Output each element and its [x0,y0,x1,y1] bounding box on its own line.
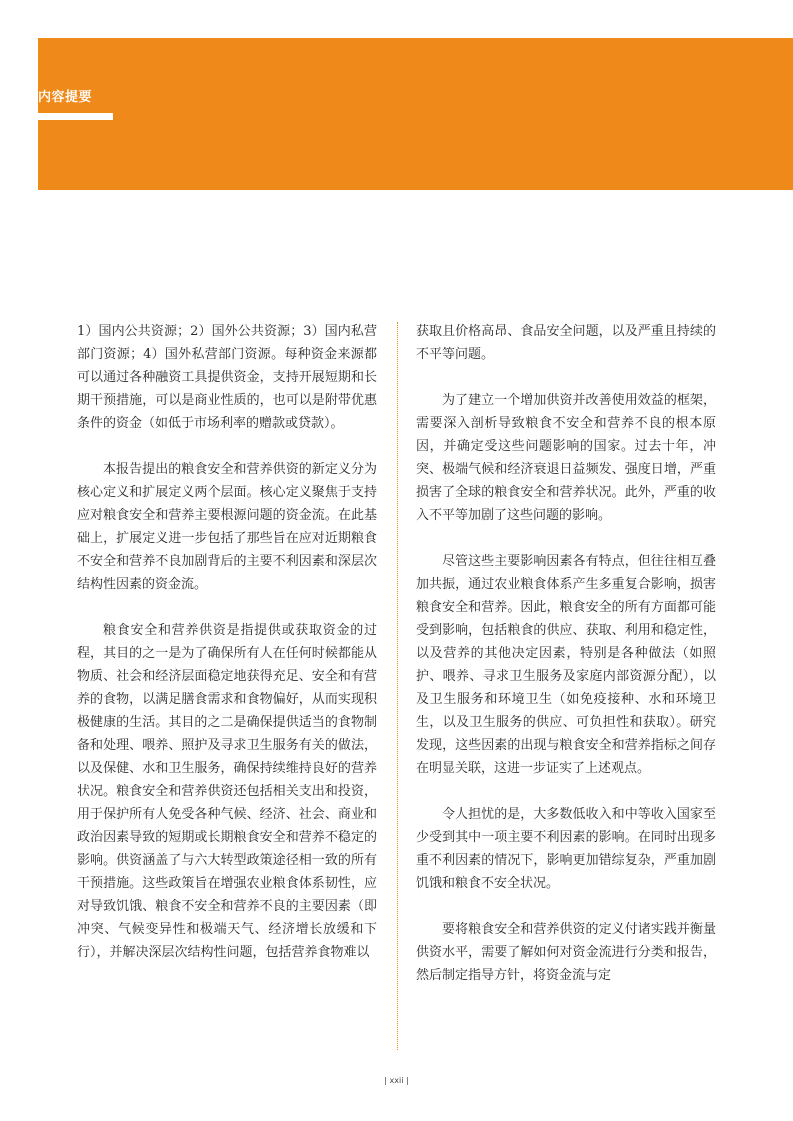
title-underline [38,113,113,120]
header-banner [38,38,793,190]
paragraph: 尽管这些主要影响因素各有特点，但往往相互叠加共振，通过农业粮食体系产生多重复合影响，损害粮食安全和营养。因此，粮食安全的所有方面都可能受到影响，包括粮食的供应、获取、利用和稳定性，以及营养的其他决定因素，特别是各种做法（如照护、喂养、寻求卫生服务及家庭内部资源分配），以及卫生服务和环境卫生（如免疫接种、水和环境卫生，以及卫生服务的供应、可负担性和获取）。研究发现，这些因素的出现与粮食安全和营养指标之间存在明显关联，这进一步证实了上述观点。 [416,554,716,776]
paragraph: 1）国内公共资源；2）国外公共资源；3）国内私营部门资源；4）国外私营部门资源。每种资金来源都可以通过各种融资工具提供资金，支持开展短期和长期干预措施，可以是商业性质的，也可以是附带优惠条件的资金（如低于市场利率的赠款或贷款）。 [77,324,377,431]
paragraph: 要将粮食安全和营养供资的定义付诸实践并衡量供资水平，需要了解如何对资金流进行分类和报告，然后制定指导方针，将资金流与定 [416,922,716,983]
section-title: 内容提要 [38,90,93,105]
right-column [416,320,716,1010]
column-divider [397,322,398,1050]
left-column [77,320,377,987]
paragraph: 本报告提出的粮食安全和营养供资的新定义分为核心定义和扩展定义两个层面。核心定义聚焦于支持应对粮食安全和营养主要根源问题的资金流。在此基础上，扩展定义进一步包括了那些旨在应对近期粮食不安全和营养不良加剧背后的主要不利因素和深层次结构性因素的资金流。 [77,462,377,592]
paragraph: 获取且价格高昂、食品安全问题，以及严重且持续的不平等问题。 [416,324,716,362]
paragraph: 粮食安全和营养供资是指提供或获取资金的过程，其目的之一是为了确保所有人在任何时候都能从物质、社会和经济层面稳定地获得充足、安全和有营养的食物，以满足膳食需求和食物偏好，从而实现积极健康的生活。其目的之二是确保提供适当的食物制备和处理、喂养、照护及寻求卫生服务有关的做法，以及保健、水和卫生服务，确保持续维持良好的营养状况。粮食安全和营养供资还包括相关支出和投资，用于保护所有人免受各种气候、经济、社会、商业和政治因素导致的短期或长期粮食安全和营养不稳定的影响。供资涵盖了与六大转型政策途径相一致的所有干预措施。这些政策旨在增强农业粮食体系韧性，应对导致饥饿、粮食不安全和营养不良的主要因素（即冲突、气候变异性和极端天气、经济增长放缓和下行），并解决深层次结构性问题，包括营养食物难以 [77,623,377,960]
paragraph: 为了建立一个增加供资并改善使用效益的框架，需要深入剖析导致粮食不安全和营养不良的根本原因，并确定受这些问题影响的国家。过去十年，冲突、极端气候和经济衰退日益频发、强度日增，严重损害了全球的粮食安全和营养状况。此外，严重的收入不平等加剧了这些问题的影响。 [416,393,716,523]
paragraph: 令人担忧的是，大多数低收入和中等收入国家至少受到其中一项主要不利因素的影响。在同时出现多重不利因素的情况下，影响更加错综复杂，严重加剧饥饿和粮食不安全状况。 [416,807,716,891]
page-number: | xxii | [384,1076,409,1085]
